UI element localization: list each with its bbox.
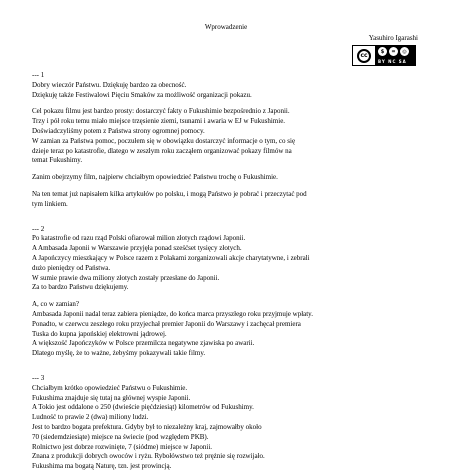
text-line: 70 (siedemdziesiąte) miejsce na świecie (pod względem PKB). <box>32 432 209 441</box>
text-line: A, co w zamian? <box>32 300 80 309</box>
noncommercial-icon: = <box>389 47 398 56</box>
text-line: A większość Japończyków w Polsce przemilcza negatywne zjawiska po awarii. <box>32 339 255 348</box>
text-line: Doświadczyliśmy potem z Państwa strony ogromnej pomocy. <box>32 126 205 135</box>
text-line: Trzy i pół roku temu miało miejsce trzęsienie ziemi, tsunami i awaria w EJ w Fukushimie. <box>32 117 286 126</box>
text-line: A Ambasada Japonii w Warszawie przyjęła ponad sześćset tysięcy złotych. <box>32 244 242 253</box>
paragraph <box>32 190 427 210</box>
cc-logo-icon: cc <box>357 49 371 63</box>
paragraph <box>32 234 427 293</box>
text-line: dużo pieniędzy od Państwa. <box>32 263 111 272</box>
text-line: Dobry wieczór Państwu. Dziękuję bardzo za obecność. <box>32 80 187 89</box>
text-line: Rolnictwo jest dobrze rozwinięte, 7 (siódme) miejsce w Japonii. <box>32 442 213 451</box>
text-line: Po katastrofie od razu rząd Polski ofiarował milion złotych rządowi Japonii. <box>32 234 246 243</box>
text-line: A Japończycy mieszkający w Polsce razem z Polakami zorganizowali akcje charytatywne, i zebrali <box>32 253 310 262</box>
text-line: Chciałbym krótko opowiedzieć Państwu o Fukushimie. <box>32 383 188 392</box>
text-line: Dlatego myślę, że to ważne, żebyśmy pokazywali takie filmy. <box>32 349 206 358</box>
paragraph <box>32 107 427 166</box>
text-line: Dziękuję także Festiwalowi Pięciu Smaków za możliwość organizacji pokazu. <box>32 90 252 99</box>
text-line: Ludność to prawie 2 (dwa) miliony ludzi. <box>32 413 149 422</box>
text-line: A Tokio jest oddalone o 250 (dwieście pięćdziesiąt) kilometrów od Fukushimy. <box>32 403 254 412</box>
author-name: Yasuhiro Igarashi <box>368 34 418 42</box>
text-line: Fukushima znajduje się tutaj na głównej wyspie Japonii. <box>32 393 191 402</box>
text-line: Jest to bardzo bogata prefektura. Gdyby był to niezależny kraj, zajmowałby około <box>32 422 262 431</box>
text-line: Ambasada Japonii nadal teraz zabiera pieniądze, do końca marca przyszłego roku przyjmuje wpłaty. <box>32 309 313 318</box>
text-line: tym linkiem. <box>32 199 68 208</box>
text-line: dzieje teraz po katastrofie, dlatego w zeszłym roku zacząłem organizować pokazy filmów na <box>32 146 292 155</box>
text-line: Tuska do kupna japońskiej elektrowni jądrowej. <box>32 329 167 338</box>
paragraph <box>32 81 427 101</box>
text-line: W sumie prawie dwa miliony złotych zostały przesłane do Japonii. <box>32 273 220 282</box>
cc-license-badge[interactable] <box>352 45 416 66</box>
attribution-icon: $ <box>378 47 387 56</box>
text-line: temat Fukushimy. <box>32 156 83 165</box>
text-line: Zanim obejrzymy film, najpierw chciałbym opowiedzieć Państwu trochę o Fukushimie. <box>32 173 278 182</box>
cc-license-text: BY NC SA <box>378 59 407 64</box>
section-marker: --- 1 <box>32 71 45 79</box>
document-body <box>32 71 427 472</box>
text-line: Cel pokazu filmu jest bardzo prosty: dostarczyć fakty o Fukushimie bezpośrednio z Japonii. <box>32 107 290 116</box>
section-marker: --- 2 <box>32 224 45 233</box>
paragraph <box>32 173 427 183</box>
section-marker: --- 3 <box>32 373 45 382</box>
text-line: Znana z produkcji dobrych owoców i ryżu. Rybołówstwo też prężnie się rozwijało. <box>32 452 265 461</box>
paragraph <box>32 300 427 359</box>
text-line: Ponadto, w czerwcu zeszłego roku przyjechał premier Japonii do Warszawy i zachęcał premiera <box>32 319 301 328</box>
document-title: Wprowadzenie <box>204 23 248 31</box>
text-line: Na ten temat już napisałem kilka artykułów po polsku, i mogą Państwo je pobrać i przeczytać pod <box>32 189 307 198</box>
sharealike-icon: ◎ <box>400 47 409 56</box>
text-line: Za to bardzo Państwu dziękujemy. <box>32 283 129 292</box>
paragraph <box>32 384 427 472</box>
text-line: W zamian za Państwa pomoc, poczułem się w obowiązku dostarczyć informacje o tym, co się <box>32 136 296 145</box>
text-line: Fukushima ma bogatą Naturę, tzn. jest prowincją. <box>32 462 172 471</box>
